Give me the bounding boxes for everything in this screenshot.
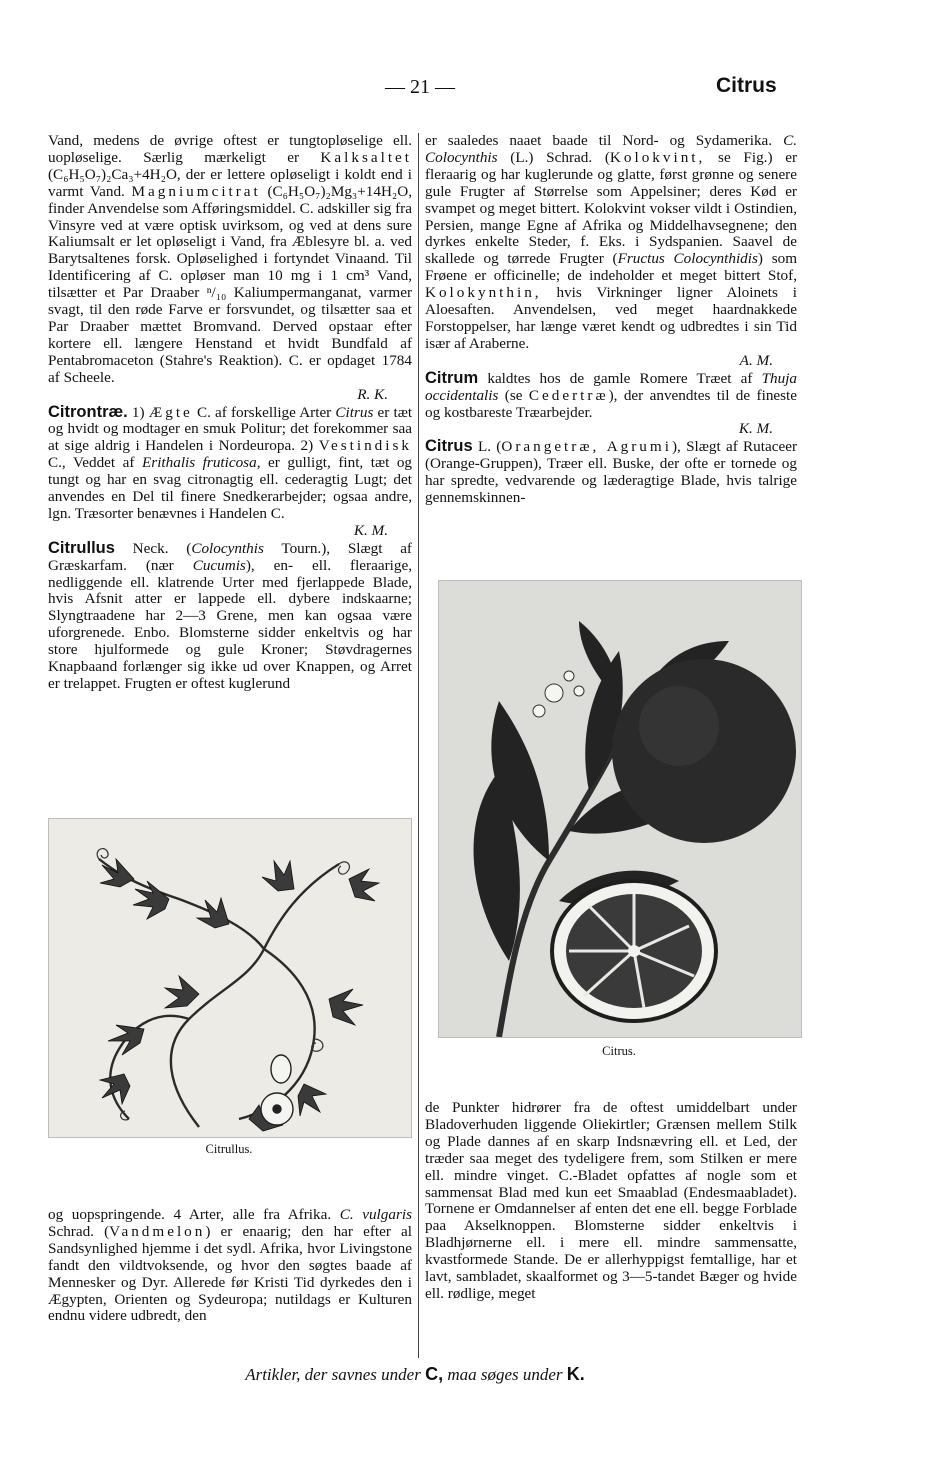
- entry-keyword: Citrum: [425, 368, 479, 387]
- running-head: Citrus: [716, 74, 777, 97]
- right-column-continued: de Punkter hidrører fra de oftest umiddelbart under Bladoverhuden liggende Oliekirtler; Grænsen mellem Stilk og Plade dannes af en skarp Indsnævring ell. et Led, der træder saa meget des tydeligere frem, som Stilken er mere ell. mindre vinget. C.-Bladet opfattes af nogle som et sammensat Blad med kun eet Smaablad (Endesmaabladet). Tornene er Omdannelser af enten det ene ell. begge Forblade paa Akselknoppen. Blomsterne sidder enkeltvis i Bladhjørnerne ell. i mere ell. mindre sammensatte, kvastformede Stande. De er allerhyppigst femtallige, har et lavt, sambladet, skaalformet og 3—5-tandet Bæger og hvide ell. rødlige, meget: [425, 1099, 797, 1302]
- left-column-continued: og uopspringende. 4 Arter, alle fra Afrika. C. vulgaris Schrad. (Vandmelon) er enaarig; den har efter al Sandsynlighed hjemme i det sydl. Afrika, hvor Livingstone fandt den vildtvoksende, og hvor den søgtes baade af Mennesker og Dyr. Allerede før Kristi Tid dyrkedes den i Ægypten, Orienten og Sydeuropa; nutildags er Kulturen endnu videre udbredt, den: [48, 1206, 413, 1325]
- signature: K. M.: [738, 420, 773, 438]
- citrullus-entry: Citrullus Neck. (Colocynthis Tourn.), Slægt af Græskarfam. (nær Cucumis), en- ell. fleraarige, nedliggende ell. klatrende Urter med fjerlappede Blade, hvis Afsnit atter er lappede ell. dybere indskaarne; Slyngtraadene har 2—3 Grene, men kan ogsaa være uforgrenede. Enbo. Blomsterne sidder enkeltvis og har store hjulformede og gule Kroner; Støvdragernes Knapbaand forlænger sig ikke ud over Knappen, og Arret er trelappet. Frugten er oftest kuglerund: [48, 538, 412, 692]
- right-column: [425, 133, 797, 507]
- page-number: — 21 —: [385, 76, 455, 98]
- citrullus-illustration: [48, 818, 412, 1138]
- orange-branch-icon: [439, 581, 801, 1037]
- citrus-illustration: [438, 580, 802, 1038]
- signature: R. K.: [357, 385, 388, 403]
- citrullus-vine-icon: [49, 819, 411, 1137]
- citrontrae-entry: Citrontræ. 1) Ægte C. af forskellige Arter Citrus er tæt og hvidt og modtager en smuk Politur; det forekommer saa at sige aldrig i Handelen i Nordeuropa. 2) Vestindisk C., Veddet af Erithalis fruticosa, er gulligt, fint, tæt og tungt og har en svag citronagtig ell. cederagtig Lugt; det anvendes en Del til finere Snedkerarbejder; ogsaa andre, lgn. Træsorter benævnes i Handelen C. K. M.: [48, 402, 413, 539]
- entry-keyword: Citrontræ.: [48, 402, 128, 421]
- entry-keyword: Citrus: [425, 437, 473, 456]
- citrus-entry: Citrus L. (Orangetræ, Agrumi), Slægt af Rutaceer (Orange-Gruppen), Træer ell. Buske, der ofte er tornede og har spredte, vedvarende og læderagtige Blade, hvis talrige gennemskinnen-: [425, 437, 798, 507]
- figure-caption: Citrus.: [602, 1044, 636, 1058]
- citrum-entry: Citrum kaldtes hos de gamle Romere Træet af Thuja occidentalis (se Cedertræ), der anvendtes til de fineste og kostbareste Træarbejder. K. M.: [425, 368, 798, 438]
- left-column: [48, 133, 412, 693]
- citrullus-figure: [48, 818, 410, 1160]
- footer-note: Artikler, der savnes under C, maa søges under K.: [245, 1364, 585, 1384]
- entry-keyword: Citrullus: [48, 538, 115, 557]
- citrus-figure: [438, 580, 800, 1058]
- citrullus-continued: er saaledes naaet baade til Nord- og Sydamerika. C. Colocynthis (L.) Schrad. (Kolokvint, se Fig.) er fleraarig og har kuglerunde og glatte, først grønne og senere gule Frugter af Størrelse som Appelsiner; deres Kød er svampet og meget bittert. Kolokvint vokser vildt i Ostindien, Persien, mange Egne af Afrika og Middelhavsegnene; den dyrkes enkelte Steder, f. Eks. i Sydspanien. Saavel de skallede og tørrede Frugter (Fructus Colocynthidis) som Frøene er officinelle; de indeholder et meget bittert Stof, Kolokynthin, hvis Virkninger ligner Aloinets i Aloesaften. Anvendelsen, ved meget haardnakkede Forstoppelser, har længe været kendt og udbredtes i sin Tid især af Araberne. A. M.: [425, 132, 798, 369]
- signature: K. M.: [353, 521, 388, 539]
- citronsyre-paragraph: Vand, medens de øvrige oftest er tungtopløselige ell. uopløselige. Særlig mærkeligt er Kalksaltet (C₆H₅O₇)₂Ca₃+4H₂O, der er lettere opløseligt i koldt end i varmt Vand. Magniumcitrat (C₆H₅O₇)₂Mg₃+14H₂O, finder Anvendelse som Afføringsmiddel. C. adskiller sig fra Vinsyre ved at være optisk uvirksom, og ved at dens sure Kaliumsalt er let opløseligt i Vand, fra Æblesyre bl. a. ved Barytsaltenes forsk. Opløselighed i fortyndet Vinaand. Til Identificering af C. opløser man 10 mg i 1 cm³ Vand, tilsætter et Par Draaber ⁿ/₁₀ Kaliumpermanganat, varmer svagt, til den røde Farve er forsvundet, og tilsætter saa et Par Draaber mættet Bromvand. Derved opstaar efter kortere ell. længere Henstand et hvidt Bundfald af Pentabromaceton (Stahre's Reaktion). C. er opdaget 1784 af Scheele. R. K.: [48, 132, 412, 403]
- column-divider: [418, 133, 419, 1358]
- figure-caption: Citrullus.: [205, 1142, 253, 1156]
- signature: A. M.: [739, 351, 773, 369]
